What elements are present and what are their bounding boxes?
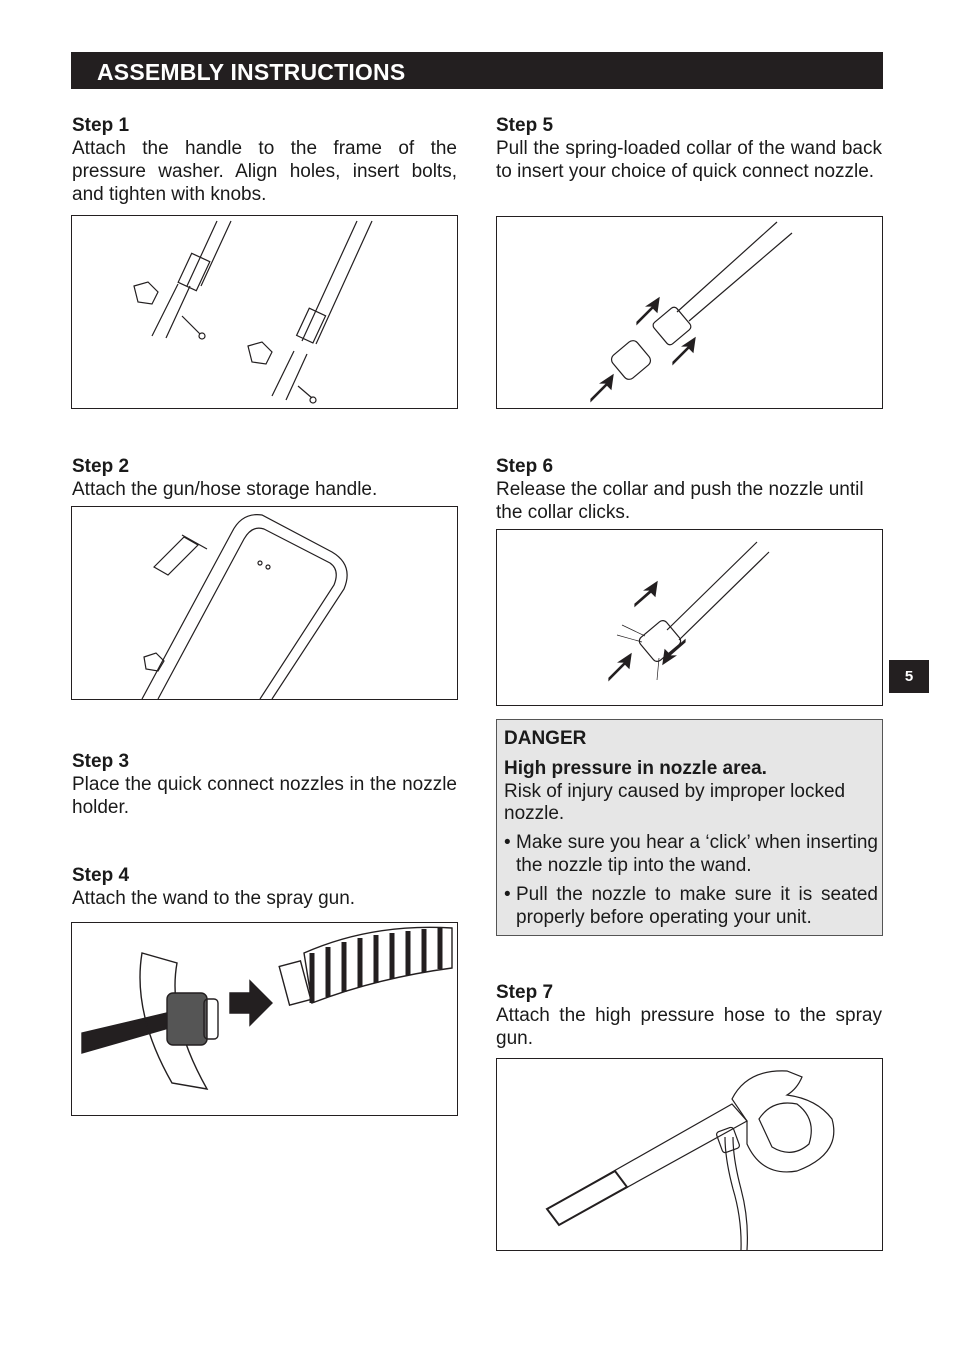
bullet-dot-icon: • (504, 832, 511, 853)
step-3 (72, 750, 457, 819)
bullet-dot-icon: • (504, 884, 511, 905)
step-1-text: Attach the handle to the frame of the pressure washer. Align holes, insert bolts, and tighten with knobs. (72, 138, 457, 205)
step-5-title: Step 5 (496, 115, 554, 136)
page-number-tab: 5 (889, 660, 929, 693)
step-2 (72, 455, 457, 501)
step-4 (72, 864, 457, 910)
section-header (71, 52, 883, 89)
step-6 (496, 455, 882, 524)
step-3-text: Place the quick connect nozzles in the nozzle holder. (72, 774, 457, 818)
step-7-illustration (496, 1058, 883, 1251)
step-6-illustration (496, 529, 883, 706)
danger-bullet (504, 831, 878, 877)
step-2-text: Attach the gun/hose storage handle. (72, 479, 378, 500)
danger-bullet-text: Pull the nozzle to make sure it is seated properly before operating your unit. (516, 884, 878, 928)
step-3-title: Step 3 (72, 751, 130, 772)
step-7-text: Attach the high pressure hose to the spray gun. (496, 1005, 882, 1049)
step-4-title: Step 4 (72, 865, 130, 886)
step-5-illustration (496, 216, 883, 409)
step-4-text: Attach the wand to the spray gun. (72, 888, 356, 909)
danger-subtitle: High pressure in nozzle area. (504, 758, 767, 779)
danger-bullet (504, 883, 878, 929)
step-5-text: Pull the spring-loaded collar of the wand back to insert your choice of quick connect nozzle. (496, 138, 882, 182)
danger-title: DANGER (504, 728, 587, 749)
step-6-title: Step 6 (496, 456, 554, 477)
section-title: ASSEMBLY INSTRUCTIONS (97, 59, 406, 85)
danger-warning-box (496, 719, 883, 936)
danger-text: Risk of injury caused by improper locked nozzle. (504, 781, 846, 824)
step-2-illustration (71, 506, 458, 700)
step-6-text: Release the collar and push the nozzle until the collar clicks. (496, 479, 864, 523)
step-5 (496, 114, 882, 183)
step-1-title: Step 1 (72, 115, 130, 136)
danger-bullet-text: Make sure you hear a ‘click’ when inserting the nozzle tip into the wand. (516, 832, 878, 876)
step-7 (496, 981, 882, 1050)
step-7-title: Step 7 (496, 982, 554, 1003)
step-4-illustration (71, 922, 458, 1116)
step-1 (72, 114, 457, 206)
step-2-title: Step 2 (72, 456, 130, 477)
step-1-illustration (71, 215, 458, 409)
